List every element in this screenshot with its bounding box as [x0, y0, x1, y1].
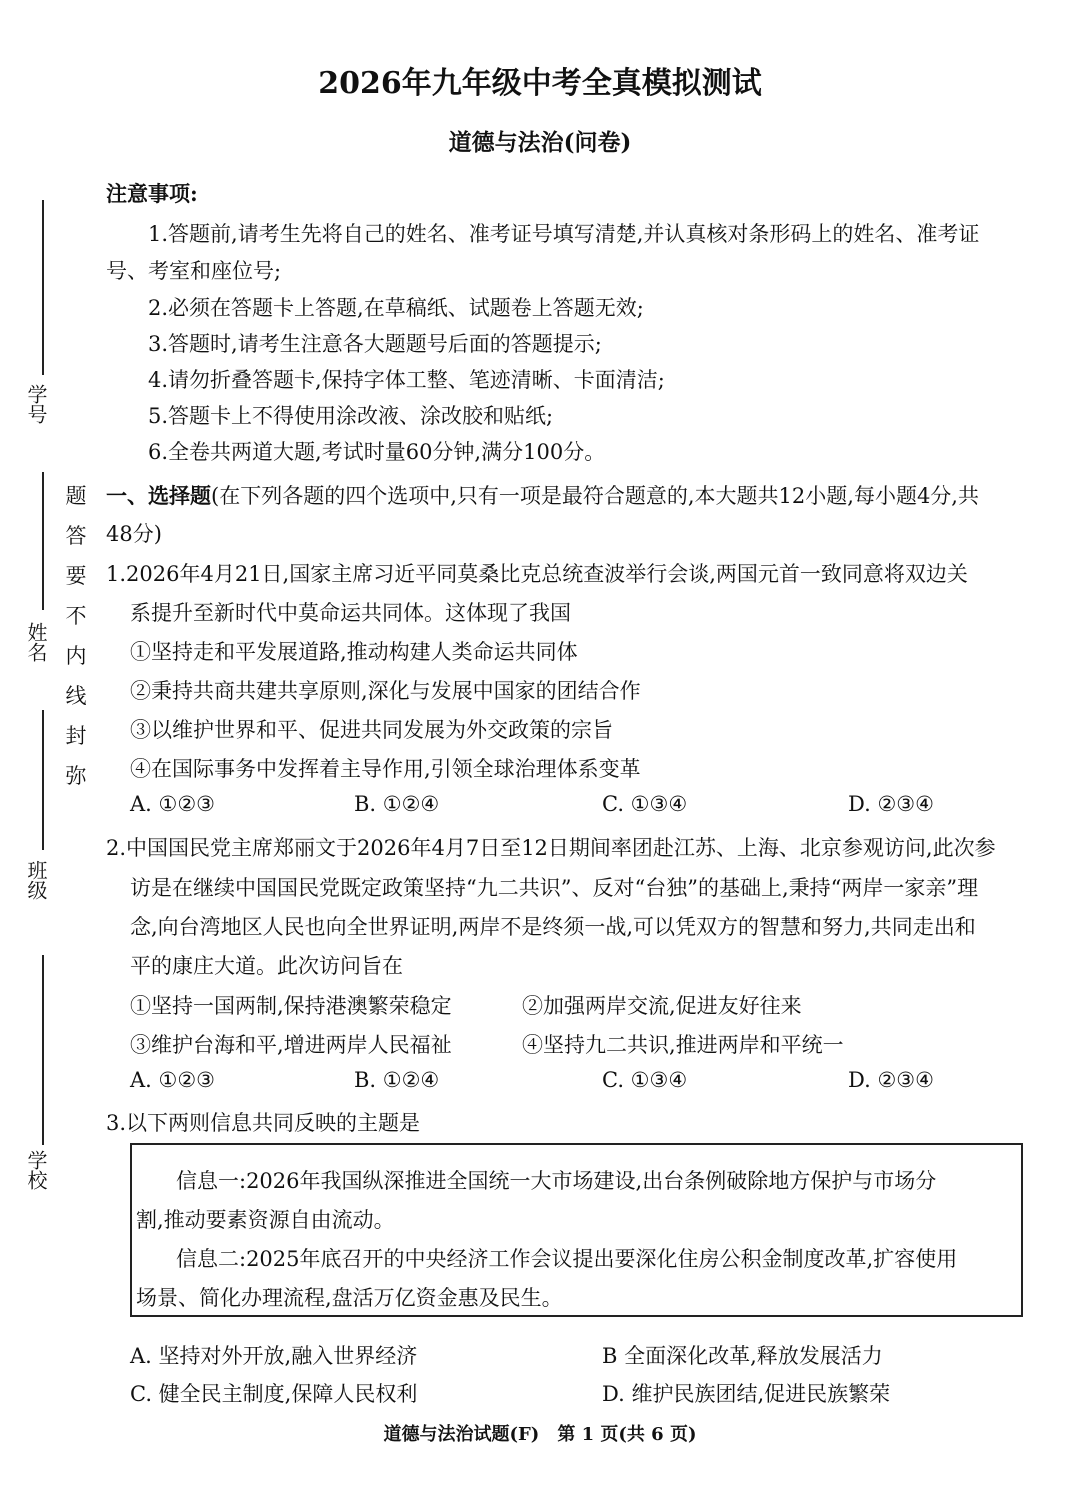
seal-char: 封 — [65, 724, 87, 748]
notice-item: 号、考室和座位号; — [106, 259, 282, 283]
seal-char: 线 — [65, 684, 87, 708]
question-2-item: ①坚持一国两制,保持港澳繁荣稳定 — [130, 994, 452, 1018]
question-2-item: ④坚持九二共识,推进两岸和平统一 — [522, 1033, 844, 1057]
page-footer: 道德与法治试题(F) 第 1 页(共 6 页) — [383, 1424, 697, 1445]
field-school: 学校 — [24, 1150, 48, 1190]
question-2-option-b[interactable]: B. ①②④ — [354, 1068, 440, 1092]
question-2-option-d[interactable]: D. ②③④ — [848, 1068, 934, 1092]
question-2-stem: 平的康庄大道。此次访问旨在 — [130, 954, 403, 978]
question-1-option-b[interactable]: B. ①②④ — [354, 792, 440, 816]
seal-char: 不 — [65, 604, 87, 628]
section-desc: (在下列各题的四个选项中,只有一项是最符合题意的,本大题共12小题,每小题4分,共 — [211, 484, 979, 508]
notice-item: 5.答题卡上不得使用涂改液、涂改胶和贴纸; — [148, 404, 554, 428]
notice-heading: 注意事项: — [106, 181, 198, 206]
question-3-stem: 3.以下两则信息共同反映的主题是 — [106, 1111, 421, 1135]
notice-item: 1.答题前,请考生先将自己的姓名、准考证号填写清楚,并认真核对条形码上的姓名、准考证 — [148, 222, 980, 246]
question-1-item: ①坚持走和平发展道路,推动构建人类命运共同体 — [130, 640, 578, 664]
info-line: 割,推动要素资源自由流动。 — [136, 1208, 395, 1232]
question-1-stem: 系提升至新时代中莫命运共同体。这体现了我国 — [130, 601, 571, 625]
question-1-item: ④在国际事务中发挥着主导作用,引领全球治理体系变革 — [130, 757, 641, 781]
binding-line-school — [42, 955, 44, 1145]
question-1-option-c[interactable]: C. ①③④ — [602, 792, 688, 816]
binding-line-name — [42, 472, 44, 610]
question-2-stem: 念,向台湾地区人民也向全世界证明,两岸不是终须一战,可以凭双方的智慧和努力,共同走出和 — [130, 915, 976, 939]
notice-item: 6.全卷共两道大题,考试时量60分钟,满分100分。 — [148, 440, 606, 464]
seal-char: 内 — [65, 644, 87, 668]
question-1-item: ③以维护世界和平、促进共同发展为外交政策的宗旨 — [130, 718, 613, 742]
section-heading — [106, 480, 979, 510]
question-2-stem: 访是在继续中国国民党既定政策坚持“九二共识”、反对“台独”的基础上,秉持“两岸一家亲”理 — [130, 876, 979, 900]
question-3-option-b[interactable]: B 全面深化改革,释放发展活力 — [602, 1344, 883, 1368]
section-label: 一、选择题 — [106, 483, 211, 508]
notice-item: 3.答题时,请考生注意各大题题号后面的答题提示; — [148, 332, 602, 356]
info-line: 场景、简化办理流程,盘活万亿资金惠及民生。 — [136, 1286, 563, 1310]
seal-char: 要 — [65, 564, 87, 588]
section-desc-cont: 48分) — [106, 522, 162, 546]
seal-char: 答 — [65, 524, 87, 548]
binding-line-student-id — [42, 200, 44, 375]
field-name: 姓名 — [24, 622, 48, 662]
question-1-option-a[interactable]: A. ①②③ — [130, 792, 215, 816]
notice-item: 2.必须在答题卡上答题,在草稿纸、试题卷上答题无效; — [148, 296, 644, 320]
seal-char: 题 — [65, 484, 87, 508]
question-3-option-c[interactable]: C. 健全民主制度,保障人民权利 — [130, 1382, 418, 1406]
field-class: 班级 — [24, 860, 48, 900]
question-3-option-d[interactable]: D. 维护民族团结,促进民族繁荣 — [602, 1382, 891, 1406]
field-student-id: 学号 — [24, 384, 48, 424]
question-1-option-d[interactable]: D. ②③④ — [848, 792, 934, 816]
question-2-option-a[interactable]: A. ①②③ — [130, 1068, 215, 1092]
question-2-option-c[interactable]: C. ①③④ — [602, 1068, 688, 1092]
exam-subtitle: 道德与法治(问卷) — [448, 129, 632, 156]
question-3-option-a[interactable]: A. 坚持对外开放,融入世界经济 — [130, 1344, 418, 1368]
question-2-item: ②加强两岸交流,促进友好往来 — [522, 994, 802, 1018]
question-2-stem: 2.中国国民党主席郑丽文于2026年4月7日至12日期间率团赴江苏、上海、北京参观访问,此次参 — [106, 836, 996, 860]
notice-item: 4.请勿折叠答题卡,保持字体工整、笔迹清晰、卡面清洁; — [148, 368, 665, 392]
info-line: 信息二:2025年底召开的中央经济工作会议提出要深化住房公积金制度改革,扩容使用 — [176, 1247, 958, 1271]
seal-char: 弥 — [65, 764, 87, 788]
question-1-stem: 1.2026年4月21日,国家主席习近平同莫桑比克总统查波举行会谈,两国元首一致同意将双边关 — [106, 562, 968, 586]
exam-title: 2026年九年级中考全真模拟测试 — [318, 66, 762, 101]
binding-line-class — [42, 710, 44, 850]
info-line: 信息一:2026年我国纵深推进全国统一大市场建设,出台条例破除地方保护与市场分 — [176, 1169, 937, 1193]
question-1-item: ②秉持共商共建共享原则,深化与发展中国家的团结合作 — [130, 679, 641, 703]
seal-warning-text — [64, 476, 88, 796]
question-2-item: ③维护台海和平,增进两岸人民福祉 — [130, 1033, 452, 1057]
